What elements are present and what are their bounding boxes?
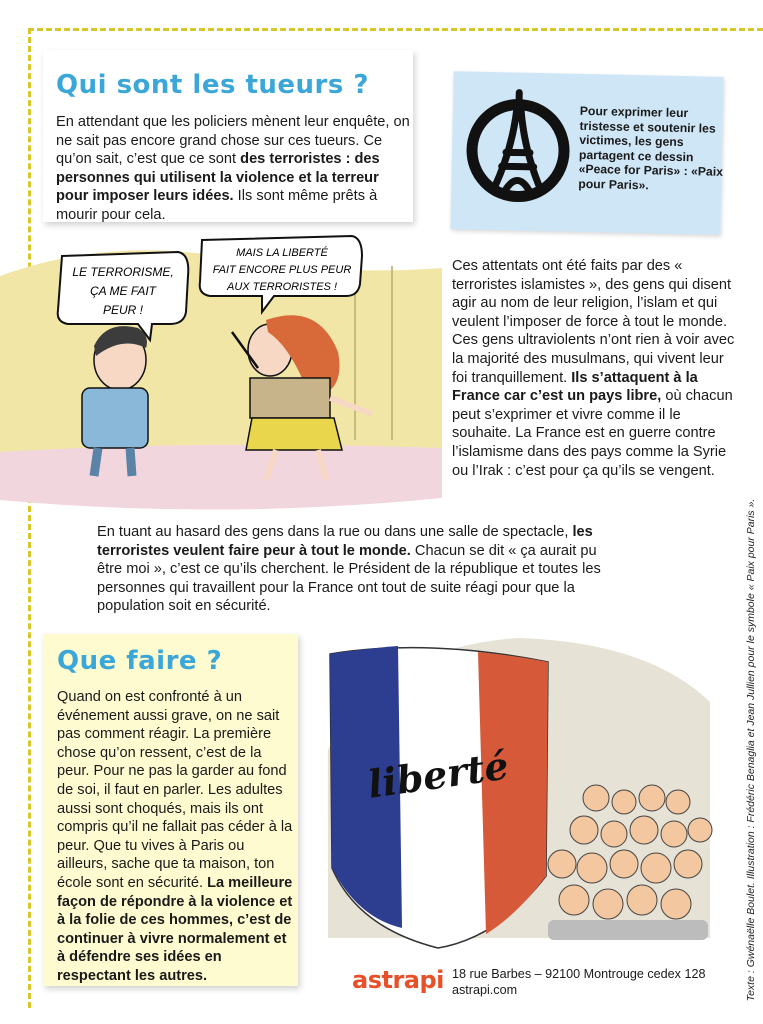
peace-caption: Pour exprimer leur tristesse et soutenir les victimes, les gens partagent ce dessin «Peace for Paris» : «Paix pour Paris». — [578, 103, 724, 193]
que-faire-paragraph — [57, 688, 295, 986]
credits-text: Texte : Gwénaëlle Boulet. Illustration : Frédéric Benaglia et Jean Jullien pour le symbole « Paix pour Paris ». — [745, 498, 757, 1002]
chance-text: En tuant au hasard des gens dans la rue ou dans une salle de spectacle, — [97, 524, 573, 540]
illustration-liberte-shield — [318, 638, 718, 952]
intro-text: En attendant que les policiers mènent leur enquête, on ne sait pas encore grand chose sur ces tueurs. Ce qu’on sait, c’est que ce sont — [56, 114, 410, 168]
peace-for-paris-box — [450, 71, 723, 235]
shield-word: liberté — [364, 742, 512, 807]
attacks-paragraph — [452, 257, 742, 480]
chance-paragraph — [97, 523, 617, 616]
child-bubble-line2: ÇA ME FAIT — [90, 284, 156, 298]
chance-bold: les terroristes veulent faire peur à tout le monde. — [97, 524, 593, 559]
peace-eiffel-icon — [465, 79, 572, 219]
que-faire-text: Quand on est confronté à un événement aussi grave, on ne sait pas comment réagir. La première chose qu’on ressent, c’est de la peur. Pour ne pas la garder au fond de soi, il faut en parler. Les adultes aussi sont choqués, mais ils ont compris qu’il ne fallait pas céder à la peur. Que tu vives à Paris ou ailleurs, sache que ta maison, ton école sont en sécurité. — [57, 689, 293, 891]
child-bubble-line1: LE TERRORISME, — [72, 265, 174, 279]
child-bubble-line3: PEUR ! — [102, 303, 144, 317]
dashed-border-left — [28, 28, 31, 1008]
adult-bubble-line1: MAIS LA LIBERTÉ — [236, 247, 328, 259]
intro-paragraph — [56, 113, 410, 225]
intro-text-end: Ils sont même prêts à mourir pour cela. — [56, 188, 378, 223]
illustration-child-and-adult — [0, 228, 442, 518]
attacks-text: Ces attentats ont été faits par des « terroristes islamistes », des gens qui disent agir au nom de leur religion, l’islam et qui veulent l’imposer de force à tout le monde. Ces gens ultraviolents n’ont rien à voir avec la majorité des musulmans, qui vivent leur foi tranquillement. — [452, 258, 735, 386]
que-faire-bold: La meilleure façon de répondre à la violence et à la folie de ces hommes, c’est de continuer à vivre normalement et à défendre ses idées en respectant les autres. — [57, 874, 293, 984]
address-line: 18 rue Barbes – 92100 Montrouge cedex 128 — [452, 967, 706, 981]
adult-bubble-line3: AUX TERRORISTES ! — [226, 281, 338, 293]
attacks-bold: Ils s’attaquent à la France car c’est un pays libre, — [452, 369, 698, 405]
website-line: astrapi.com — [452, 982, 518, 997]
dashed-border-top — [28, 28, 763, 31]
adult-bubble-line2: FAIT ENCORE PLUS PEUR — [212, 264, 352, 276]
section-title-que-faire: Que faire ? — [57, 646, 223, 676]
section-title-tueurs: Qui sont les tueurs ? — [56, 70, 369, 100]
intro-bold: des terroristes : des personnes qui utilisent la violence et la terreur pour imposer leurs idées. — [56, 151, 380, 205]
astrapi-logo: astrapi — [352, 966, 444, 994]
chance-text-end: Chacun se dit « ça aurait pu être moi », c’est ce qu’ils cherchent. le Président de la république et toutes les personnes qui travaillent pour la France ont tout de suite réagi pour que la population soit en sécurité. — [97, 542, 601, 615]
attacks-text-end: où chacun peut s’exprimer et vivre comme il le souhaite. La France est en guerre contre l’islamisme dans des pays comme la Syrie ou l’Irak : c’est pour ça qu’ils se vengent. — [452, 388, 733, 479]
credits-sidebar — [741, 498, 761, 1002]
footer-address — [452, 967, 705, 998]
